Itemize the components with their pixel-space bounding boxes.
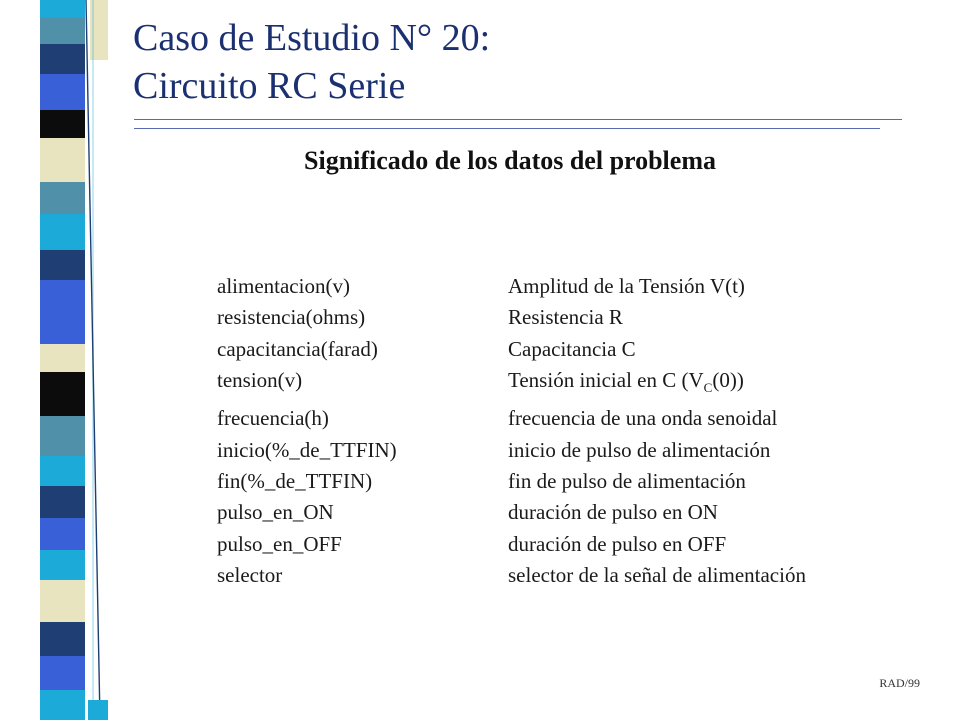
parameter-row <box>217 560 806 591</box>
parameter-name: pulso_en_OFF <box>217 531 342 556</box>
decorative-color-strip <box>0 0 120 720</box>
parameter-row <box>217 302 806 333</box>
title-underline-1 <box>134 119 902 120</box>
parameter-meaning: inicio de pulso de alimentación <box>508 437 771 462</box>
subscript: C <box>703 380 713 396</box>
parameter-row <box>217 466 806 497</box>
parameter-name: fin(%_de_TTFIN) <box>217 468 373 493</box>
parameter-row <box>217 334 806 365</box>
title-underline-2 <box>134 128 880 129</box>
meaning-text-end: (0)) <box>712 367 744 392</box>
parameter-row <box>217 435 806 466</box>
parameter-name: tension(v) <box>217 367 303 392</box>
parameter-meaning: Amplitud de la Tensión V(t) <box>508 274 745 298</box>
title-line-2: Circuito RC Serie <box>133 65 406 107</box>
parameter-name: frecuencia(h) <box>217 406 329 431</box>
parameter-name: pulso_en_ON <box>217 500 334 525</box>
parameter-meaning: fin de pulso de alimentación <box>508 468 746 493</box>
parameter-meaning: duración de pulso en OFF <box>508 531 727 556</box>
parameter-row <box>217 529 806 560</box>
meaning-text: Tensión inicial en C (V <box>508 367 704 392</box>
strip-blocks <box>40 0 85 720</box>
parameter-table <box>217 271 806 591</box>
parameter-row <box>217 271 806 302</box>
parameter-name: resistencia(ohms) <box>217 305 366 330</box>
parameter-meaning: Capacitancia C <box>508 336 636 361</box>
parameter-meaning <box>508 365 744 403</box>
parameter-name: selector <box>217 562 283 587</box>
parameter-meaning: duración de pulso en ON <box>508 500 718 525</box>
parameter-name: alimentacion(v) <box>217 274 350 298</box>
parameter-name: capacitancia(farad) <box>217 336 378 361</box>
parameter-row <box>217 497 806 528</box>
parameter-name: inicio(%_de_TTFIN) <box>217 437 397 462</box>
parameter-meaning: selector de la señal de alimentación <box>508 562 806 587</box>
slide-subtitle: Significado de los datos del problema <box>304 146 716 175</box>
footer-credit: RAD/99 <box>879 676 920 690</box>
title-line-1: Caso de Estudio N° 20: <box>133 17 491 59</box>
parameter-row <box>217 403 806 434</box>
parameter-meaning: frecuencia de una onda senoidal <box>508 406 778 431</box>
parameter-row <box>217 365 806 403</box>
slide-title <box>133 14 490 110</box>
parameter-meaning: Resistencia R <box>508 305 623 330</box>
